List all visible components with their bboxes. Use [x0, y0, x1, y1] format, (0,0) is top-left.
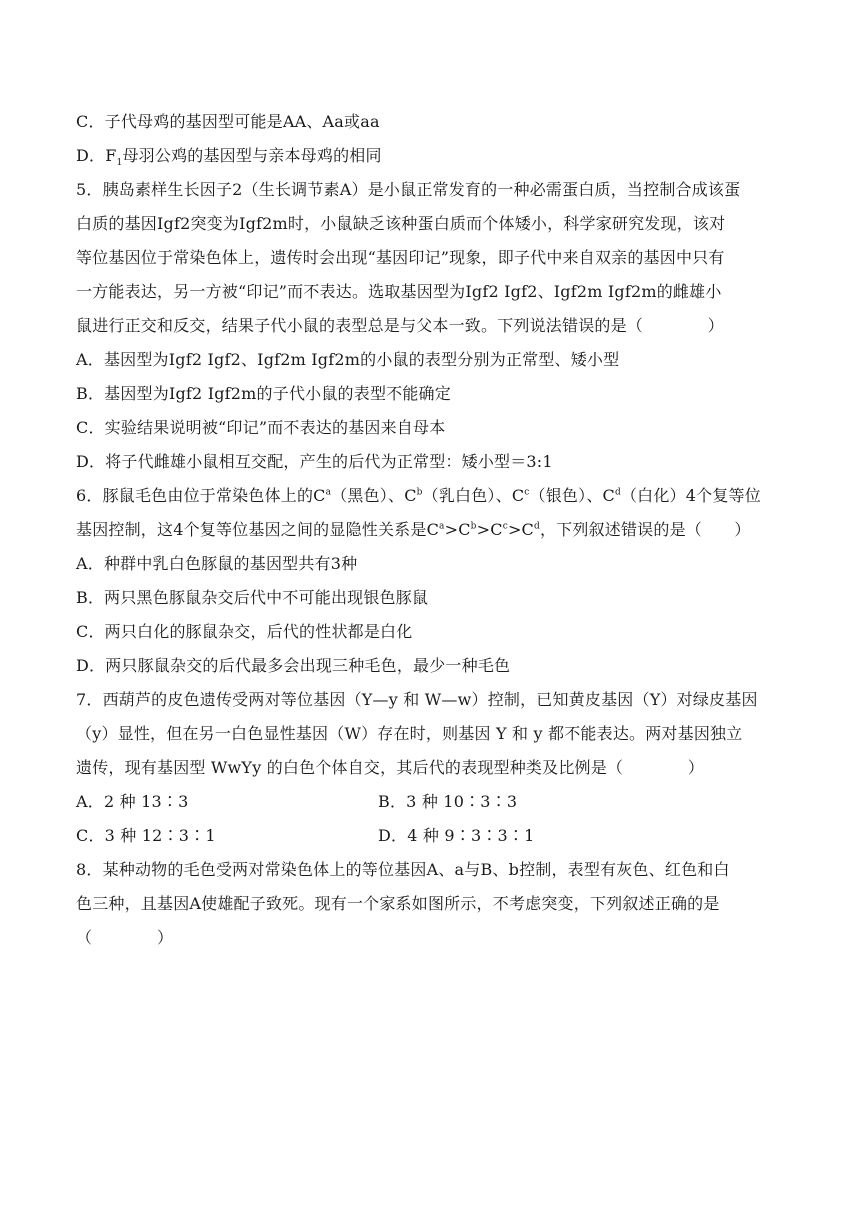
q4-option-d-subscript: 1	[116, 158, 123, 169]
q6-text: （白化）4个复等位	[620, 486, 761, 505]
q5-option-a: A．基因型为Igf2 Igf2、Igf2m Igf2m的小鼠的表型分别为正常型、矮小型	[76, 350, 620, 369]
q5-option-d: D．将子代雌雄小鼠相互交配，产生的后代为正常型：矮小型＝3:1	[76, 452, 553, 471]
q6-text: （乳白色）、C	[422, 486, 525, 505]
q6-superscript: d	[614, 487, 621, 498]
q7-option-c: C．3 种 12∶3∶1	[76, 826, 216, 845]
q5-stem-line-4: 一方能表达，另一方被“印记”而不表达。选取基因型为Igf2 Igf2、Igf2m Igf2m的雌雄小	[76, 282, 722, 301]
q7-stem-line-3: 遗传，现有基因型 WwYy 的白色个体自交，其后代的表现型种类及比例是（ ）	[76, 758, 705, 777]
q6-option-d: D．两只豚鼠杂交的后代最多会出现三种毛色，最少一种毛色	[76, 656, 511, 675]
q4-option-d-text: 母羽公鸡的基因型与亲本母鸡的相同	[122, 146, 382, 165]
q4-option-c: C．子代母鸡的基因型可能是AA、Aa或aa	[76, 112, 380, 131]
q5-option-b: B．基因型为Igf2 Igf2m的子代小鼠的表型不能确定	[76, 384, 451, 403]
q5-stem-line-3: 等位基因位于常染色体上，遗传时会出现“基因印记”现象，即子代中来自双亲的基因中只有	[76, 248, 725, 267]
q6-option-c: C．两只白化的豚鼠杂交，后代的性状都是白化	[76, 622, 413, 641]
q6-text: >C	[476, 520, 503, 539]
q6-text: （黑色）、C	[331, 486, 417, 505]
q6-superscript: c	[502, 521, 508, 532]
q6-text: （银色）、C	[529, 486, 615, 505]
q5-stem-line-1: 5．胰岛素样生长因子2（生长调节素A）是小鼠正常发育的一种必需蛋白质，当控制合成该蛋	[76, 180, 741, 199]
q5-stem-line-2: 白质的基因Igf2突变为Igf2m时，小鼠缺乏该种蛋白质而个体矮小，科学家研究发现，该对	[76, 214, 726, 233]
q6-option-a: A．种群中乳白色豚鼠的基因型共有3种	[76, 554, 358, 573]
q4-option-d	[76, 146, 382, 169]
q6-superscript: b	[416, 487, 423, 498]
q6-superscript: a	[325, 487, 332, 498]
q6-text: >C	[444, 520, 471, 539]
q6-superscript: a	[439, 521, 445, 532]
q6-superscript: c	[524, 487, 530, 498]
q7-option-a: A．2 种 13∶3	[76, 792, 189, 811]
q8-answer-bracket: （ ）	[76, 928, 174, 947]
q4-option-d-prefix: D．F	[76, 146, 117, 165]
q6-stem-line-2	[76, 520, 751, 540]
q7-option-d: D．4 种 9∶3∶3∶1	[378, 826, 535, 845]
q6-superscript: b	[470, 521, 477, 532]
q6-stem-line-1	[76, 486, 761, 506]
q6-text: >C	[507, 520, 535, 539]
q7-option-b: B．3 种 10∶3∶3	[378, 792, 518, 811]
q6-text: 基因控制，这4个复等位基因之间的显隐性关系是C	[76, 520, 440, 539]
q6-option-b: B．两只黑色豚鼠杂交后代中不可能出现银色豚鼠	[76, 588, 429, 607]
q6-text: ，下列叙述错误的是（ ）	[539, 520, 751, 539]
q5-option-c: C．实验结果说明被“印记”而不表达的基因来自母本	[76, 418, 446, 437]
q8-stem-line-2: 色三种，且基因A使雄配子致死。现有一个家系如图所示，不考虑突变，下列叙述正确的是	[76, 894, 720, 913]
q6-superscript: d	[534, 521, 540, 532]
q7-stem-line-1: 7．西葫芦的皮色遗传受两对等位基因（Y—y 和 W—w）控制，已知黄皮基因（Y）对绿皮基因	[76, 690, 758, 709]
q7-stem-line-2: （y）显性，但在另一白色显性基因（W）存在时，则基因 Y 和 y 都不能表达。两对基因独立	[76, 724, 743, 743]
q6-text: 6．豚鼠毛色由位于常染色体上的C	[76, 486, 326, 505]
q8-stem-line-1: 8．某种动物的毛色受两对常染色体上的等位基因A、a与B、b控制，表型有灰色、红色和白	[76, 860, 730, 879]
q5-stem-line-5: 鼠进行正交和反交，结果子代小鼠的表型总是与父本一致。下列说法错误的是（ ）	[76, 316, 725, 335]
